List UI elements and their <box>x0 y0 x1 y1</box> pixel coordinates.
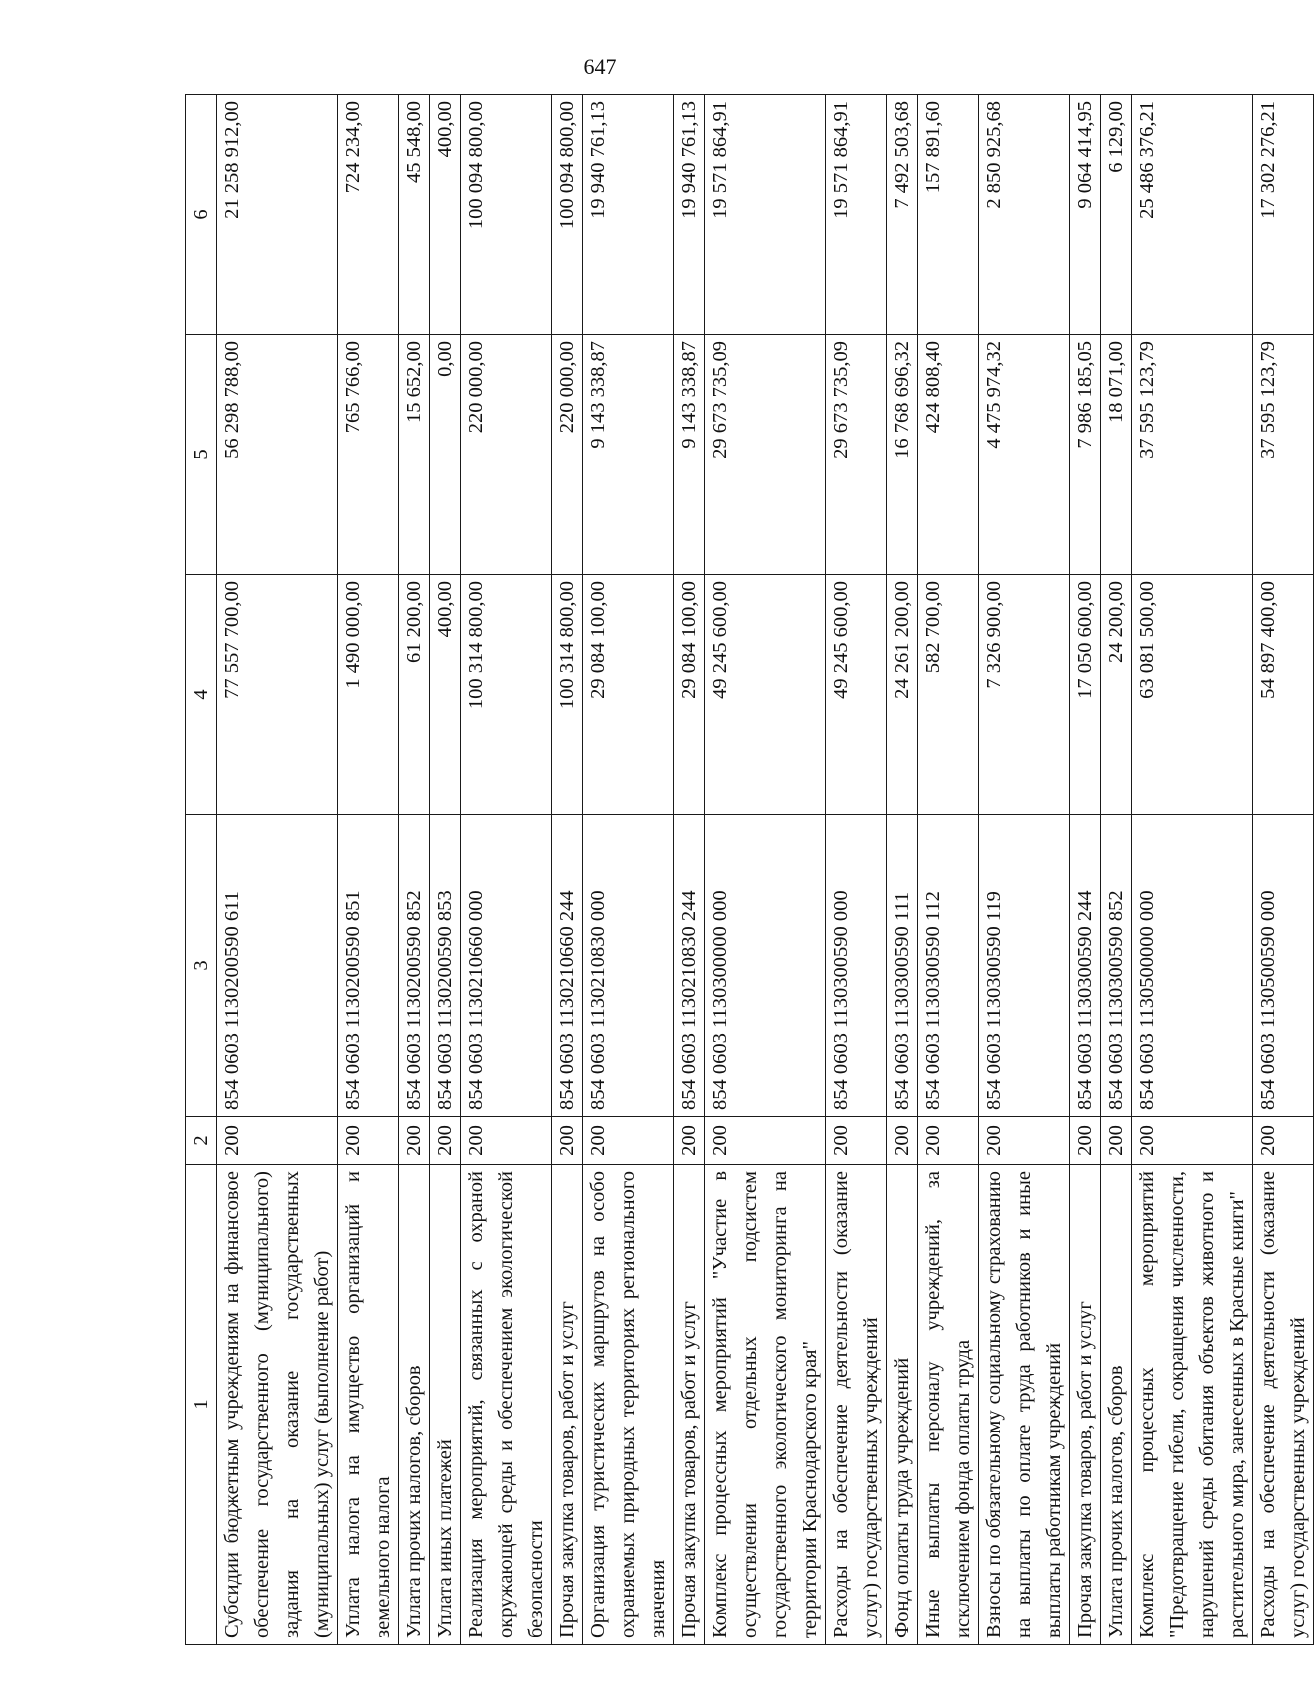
row-code: 200 <box>430 1117 461 1165</box>
row-name: Уплата иных платежей <box>430 1165 461 1645</box>
table-row <box>979 95 1070 1645</box>
row-kbk: 854 0603 1130300590 244 <box>1070 815 1101 1117</box>
row-value-col4: 77 557 700,00 <box>217 575 338 815</box>
row-kbk: 854 0603 1130200590 851 <box>338 815 399 1117</box>
row-value-col4: 61 200,00 <box>399 575 430 815</box>
row-kbk: 854 0603 1130500000 000 <box>1132 815 1253 1117</box>
row-value-col4: 582 700,00 <box>918 575 979 815</box>
table-row <box>1101 95 1132 1645</box>
row-kbk: 854 0603 1130200590 853 <box>430 815 461 1117</box>
row-kbk: 854 0603 1130300590 112 <box>918 815 979 1117</box>
row-code: 200 <box>1132 1117 1253 1165</box>
row-value-col6: 100 094 800,00 <box>461 95 552 335</box>
row-value-col5: 29 673 735,09 <box>705 335 826 575</box>
row-code: 200 <box>1070 1117 1101 1165</box>
row-value-col4: 24 261 200,00 <box>887 575 918 815</box>
table-row <box>430 95 461 1645</box>
row-code: 200 <box>583 1117 674 1165</box>
row-value-col5: 424 808,40 <box>918 335 979 575</box>
row-value-col6: 724 234,00 <box>338 95 399 335</box>
row-code: 200 <box>979 1117 1070 1165</box>
row-value-col6: 6 129,00 <box>1101 95 1132 335</box>
budget-table <box>185 94 1314 1645</box>
row-kbk: 854 0603 1130210830 000 <box>583 815 674 1117</box>
row-code: 200 <box>338 1117 399 1165</box>
row-value-col4: 29 084 100,00 <box>674 575 705 815</box>
row-value-col4: 100 314 800,00 <box>461 575 552 815</box>
table-row <box>1132 95 1253 1645</box>
column-header: 1 <box>186 1165 217 1645</box>
row-code: 200 <box>1253 1117 1314 1165</box>
row-value-col6: 45 548,00 <box>399 95 430 335</box>
page-number: 647 <box>583 54 617 79</box>
table-row <box>1070 95 1101 1645</box>
table-row <box>918 95 979 1645</box>
row-value-col6: 400,00 <box>430 95 461 335</box>
row-name: Расходы на обеспечение деятельности (оказание услуг) государственных учреждений <box>826 1165 887 1645</box>
row-name: Уплата прочих налогов, сборов <box>1101 1165 1132 1645</box>
row-kbk: 854 0603 1130300590 000 <box>826 815 887 1117</box>
row-value-col6: 157 891,60 <box>918 95 979 335</box>
row-kbk: 854 0603 1130210660 244 <box>552 815 583 1117</box>
row-value-col4: 29 084 100,00 <box>583 575 674 815</box>
row-kbk: 854 0603 1130300590 111 <box>887 815 918 1117</box>
row-value-col5: 15 652,00 <box>399 335 430 575</box>
row-value-col6: 19 571 864,91 <box>826 95 887 335</box>
row-value-col4: 49 245 600,00 <box>826 575 887 815</box>
row-kbk: 854 0603 1130300590 119 <box>979 815 1070 1117</box>
column-header: 5 <box>186 335 217 575</box>
row-value-col6: 100 094 800,00 <box>552 95 583 335</box>
table-row <box>217 95 338 1645</box>
budget-table-container <box>185 95 1309 1645</box>
row-value-col5: 18 071,00 <box>1101 335 1132 575</box>
row-value-col5: 37 595 123,79 <box>1253 335 1314 575</box>
row-value-col6: 7 492 503,68 <box>887 95 918 335</box>
table-row <box>338 95 399 1645</box>
row-code: 200 <box>674 1117 705 1165</box>
row-name: Прочая закупка товаров, работ и услуг <box>674 1165 705 1645</box>
row-code: 200 <box>887 1117 918 1165</box>
row-value-col6: 17 302 276,21 <box>1253 95 1314 335</box>
column-header: 4 <box>186 575 217 815</box>
table-row <box>583 95 674 1645</box>
row-value-col4: 100 314 800,00 <box>552 575 583 815</box>
row-kbk: 854 0603 1130200590 852 <box>399 815 430 1117</box>
table-row <box>399 95 430 1645</box>
row-value-col6: 19 571 864,91 <box>705 95 826 335</box>
row-name: Субсидии бюджетным учреждениям на финансовое обеспечение государственного (муниципального) задания на оказание государственных (муниципальных) услуг (выполнение работ) <box>217 1165 338 1645</box>
row-value-col4: 24 200,00 <box>1101 575 1132 815</box>
row-value-col6: 25 486 376,21 <box>1132 95 1253 335</box>
row-code: 200 <box>399 1117 430 1165</box>
row-name: Организация туристических маршрутов на особо охраняемых природных территориях регионального значения <box>583 1165 674 1645</box>
row-kbk: 854 0603 1130300000 000 <box>705 815 826 1117</box>
row-value-col4: 63 081 500,00 <box>1132 575 1253 815</box>
row-value-col5: 0,00 <box>430 335 461 575</box>
table-header-row <box>186 95 217 1645</box>
row-name: Иные выплаты персоналу учреждений, за исключением фонда оплаты труда <box>918 1165 979 1645</box>
column-header: 3 <box>186 815 217 1117</box>
row-kbk: 854 0603 1130500590 000 <box>1253 815 1314 1117</box>
row-code: 200 <box>461 1117 552 1165</box>
row-value-col5: 220 000,00 <box>461 335 552 575</box>
row-name: Взносы по обязательному социальному страхованию на выплаты по оплате труда работников и иные выплаты работникам учреждений <box>979 1165 1070 1645</box>
table-row <box>674 95 705 1645</box>
row-value-col4: 1 490 000,00 <box>338 575 399 815</box>
row-kbk: 854 0603 1130200590 611 <box>217 815 338 1117</box>
row-name: Уплата прочих налогов, сборов <box>399 1165 430 1645</box>
row-name: Комплекс процессных мероприятий "Предотвращение гибели, сокращения численности, нарушений среды обитания объектов животного и растительного мира, занесенных в Красные книги" <box>1132 1165 1253 1645</box>
row-value-col5: 16 768 696,32 <box>887 335 918 575</box>
row-value-col5: 220 000,00 <box>552 335 583 575</box>
table-row <box>461 95 552 1645</box>
row-value-col6: 19 940 761,13 <box>674 95 705 335</box>
row-value-col6: 9 064 414,95 <box>1070 95 1101 335</box>
row-value-col5: 56 298 788,00 <box>217 335 338 575</box>
row-name: Уплата налога на имущество организаций и земельного налога <box>338 1165 399 1645</box>
row-value-col6: 21 258 912,00 <box>217 95 338 335</box>
row-name: Фонд оплаты труда учреждений <box>887 1165 918 1645</box>
row-value-col4: 54 897 400,00 <box>1253 575 1314 815</box>
row-value-col5: 9 143 338,87 <box>583 335 674 575</box>
row-value-col4: 400,00 <box>430 575 461 815</box>
row-value-col5: 7 986 185,05 <box>1070 335 1101 575</box>
row-kbk: 854 0603 1130210830 244 <box>674 815 705 1117</box>
row-code: 200 <box>217 1117 338 1165</box>
row-value-col5: 37 595 123,79 <box>1132 335 1253 575</box>
table-row <box>705 95 826 1645</box>
table-row <box>826 95 887 1645</box>
row-name: Прочая закупка товаров, работ и услуг <box>1070 1165 1101 1645</box>
row-code: 200 <box>552 1117 583 1165</box>
column-header: 2 <box>186 1117 217 1165</box>
row-code: 200 <box>918 1117 979 1165</box>
row-kbk: 854 0603 1130300590 852 <box>1101 815 1132 1117</box>
row-name: Комплекс процессных мероприятий "Участие в осуществлении отдельных подсистем государственного экологического мониторинга на территории Краснодарского края" <box>705 1165 826 1645</box>
row-value-col5: 765 766,00 <box>338 335 399 575</box>
row-value-col6: 19 940 761,13 <box>583 95 674 335</box>
row-code: 200 <box>826 1117 887 1165</box>
column-header: 6 <box>186 95 217 335</box>
row-value-col6: 2 850 925,68 <box>979 95 1070 335</box>
row-value-col5: 29 673 735,09 <box>826 335 887 575</box>
table-row <box>1253 95 1314 1645</box>
row-value-col4: 49 245 600,00 <box>705 575 826 815</box>
row-value-col4: 17 050 600,00 <box>1070 575 1101 815</box>
row-value-col4: 7 326 900,00 <box>979 575 1070 815</box>
row-name: Расходы на обеспечение деятельности (оказание услуг) государственных учреждений <box>1253 1165 1314 1645</box>
table-row <box>887 95 918 1645</box>
row-code: 200 <box>1101 1117 1132 1165</box>
row-name: Прочая закупка товаров, работ и услуг <box>552 1165 583 1645</box>
row-value-col5: 4 475 974,32 <box>979 335 1070 575</box>
row-kbk: 854 0603 1130210660 000 <box>461 815 552 1117</box>
row-name: Реализация мероприятий, связанных с охраной окружающей среды и обеспечением экологической безопасности <box>461 1165 552 1645</box>
table-row <box>552 95 583 1645</box>
row-code: 200 <box>705 1117 826 1165</box>
row-value-col5: 9 143 338,87 <box>674 335 705 575</box>
